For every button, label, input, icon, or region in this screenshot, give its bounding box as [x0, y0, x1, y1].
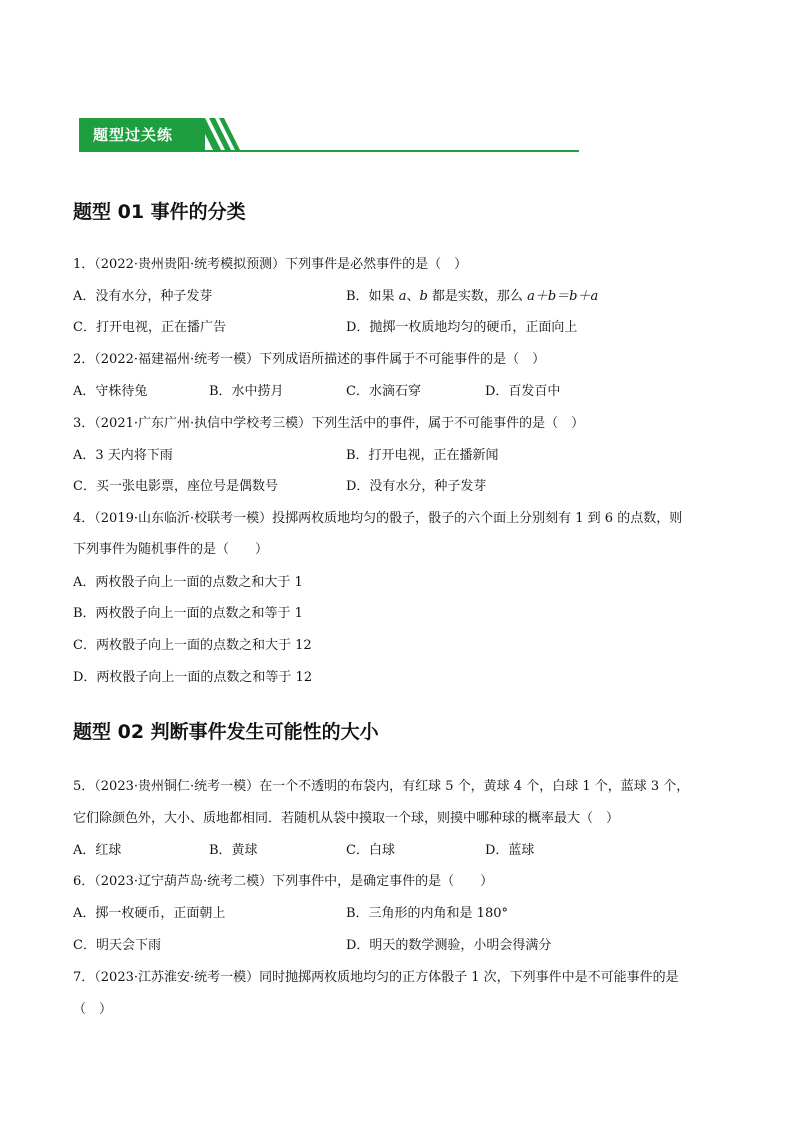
banner-title: 题型过关练	[93, 126, 174, 144]
banner-stripes-icon	[197, 118, 243, 150]
question-4-option-a: A．两枚骰子向上一面的点数之和大于 1	[73, 575, 303, 590]
question-1-option-d: D．抛掷一枚质地均匀的硬币，正面向上	[346, 320, 578, 335]
question-6-stem: 6．（2023·辽宁葫芦岛·统考二模）下列事件中，是确定事件的是（ ）	[73, 874, 494, 889]
option-b-separator: 、	[406, 289, 420, 304]
question-5-option-d: D．蓝球	[485, 843, 535, 858]
question-2-option-c: C．水滴石穿	[346, 384, 421, 399]
question-5-option-a: A．红球	[73, 843, 122, 858]
question-1-option-b	[346, 285, 598, 304]
question-2-option-b: B．水中捞月	[209, 384, 284, 399]
question-3-option-b: B．打开电视，正在播新闻	[346, 448, 499, 463]
question-6-option-b: B．三角形的内角和是 180°	[346, 906, 508, 921]
question-6-option-d: D．明天的数学测验，小明会得满分	[346, 938, 552, 953]
banner-underline	[79, 150, 579, 152]
question-5-option-b: B．黄球	[209, 843, 258, 858]
section-heading-01: 题型 01 事件的分类	[73, 201, 246, 223]
question-2-stem: 2．（2022·福建福州·统考一模）下列成语所描述的事件属于不可能事件的是（ ）	[73, 352, 546, 367]
question-4-option-b: B．两枚骰子向上一面的点数之和等于 1	[73, 606, 303, 621]
math-var-b: b	[419, 289, 428, 304]
question-3-stem: 3．（2021·广东广州·执信中学校考三模）下列生活中的事件，属于不可能事件的是（ ）	[73, 416, 585, 431]
question-7-stem-line-1: 7．（2023·江苏淮安·统考一模）同时抛掷两枚质地均匀的正方体骰子 1 次，下列事件中是不可能事件的是	[73, 970, 679, 985]
question-2-option-a: A．守株待兔	[73, 384, 148, 399]
option-b-prefix: B．如果	[346, 289, 399, 304]
question-3-option-c: C．买一张电影票，座位号是偶数号	[73, 479, 278, 494]
question-5-stem-line-1: 5．（2023·贵州铜仁·统考一模）在一个不透明的布袋内，有红球 5 个，黄球 4 个，白球 1 个，蓝球 3 个，	[73, 779, 690, 794]
question-4-stem-line-1: 4．（2019·山东临沂·校联考一模）投掷两枚质地均匀的骰子，骰子的六个面上分别刻有 1 到 6 的点数，则	[73, 511, 683, 526]
section-heading-02: 题型 02 判断事件发生可能性的大小	[73, 721, 379, 743]
question-5-stem-line-2: 它们除颜色外，大小、质地都相同．若随机从袋中摸取一个球，则摸中哪种球的概率最大（ ）	[73, 811, 620, 826]
question-4-option-c: C．两枚骰子向上一面的点数之和大于 12	[73, 638, 312, 653]
option-b-middle: 都是实数，那么	[427, 289, 528, 304]
question-6-option-a: A．掷一枚硬币，正面朝上	[73, 906, 226, 921]
math-var-a: a	[398, 289, 407, 304]
question-3-option-d: D．没有水分，种子发芽	[346, 479, 487, 494]
question-3-option-a: A．3 天内将下雨	[73, 448, 173, 463]
question-5-option-c: C．白球	[346, 843, 395, 858]
question-4-option-d: D．两枚骰子向上一面的点数之和等于 12	[73, 670, 313, 685]
question-6-option-c: C．明天会下雨	[73, 938, 161, 953]
section-banner	[79, 118, 579, 154]
question-1-stem: 1．（2022·贵州贵阳·统考模拟预测）下列事件是必然事件的是（ ）	[73, 257, 468, 272]
question-4-stem-line-2: 下列事件为随机事件的是（ ）	[73, 542, 269, 557]
question-1-option-c: C．打开电视，正在播广告	[73, 320, 226, 335]
question-1-option-a: A．没有水分，种子发芽	[73, 289, 213, 304]
question-2-option-d: D．百发百中	[485, 384, 561, 399]
math-expression: a＋b＝b＋a	[527, 289, 599, 304]
question-7-stem-line-2: （ ）	[73, 1002, 113, 1017]
